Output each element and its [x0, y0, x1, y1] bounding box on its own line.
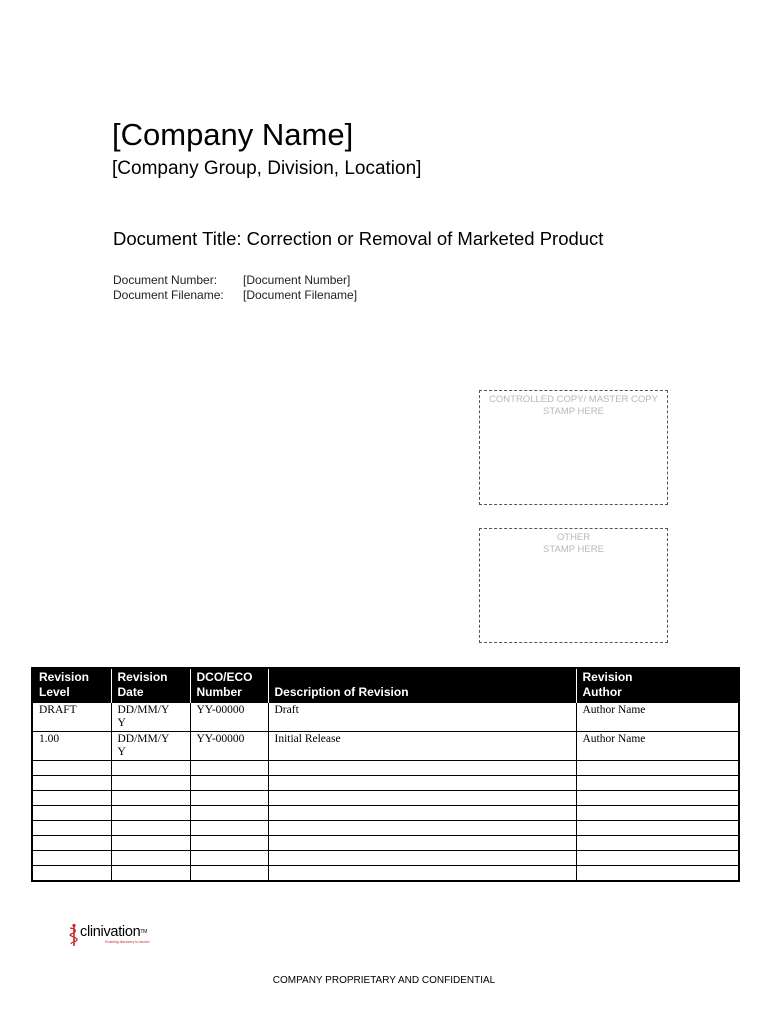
cell-level: 1.00	[32, 732, 111, 761]
logo-tagline: Enabling discovery to launch	[105, 940, 150, 944]
caduceus-icon	[68, 923, 80, 947]
revision-history-table	[31, 667, 740, 882]
cell-number: YY-00000	[190, 732, 268, 761]
cell-date: DD/MM/Y Y	[111, 703, 190, 732]
controlled-stamp-caption: CONTROLLED COPY/ MASTER COPY	[489, 394, 658, 405]
header-revision-author: Revision Author	[576, 668, 739, 703]
company-name: [Company Name]	[112, 117, 354, 152]
table-row-empty	[32, 821, 739, 836]
cell-author: Author Name	[576, 703, 739, 732]
cell-date: DD/MM/Y Y	[111, 732, 190, 761]
table-row-empty	[32, 851, 739, 866]
table-row-empty	[32, 866, 739, 881]
table-header-row	[32, 668, 739, 703]
clinivation-logo	[68, 923, 178, 951]
cell-author: Author Name	[576, 732, 739, 761]
document-number-value: [Document Number]	[243, 273, 351, 287]
header-revision-date: Revision Date	[111, 668, 190, 703]
document-filename-label: Document Filename:	[113, 288, 224, 302]
table-row	[32, 703, 739, 732]
table-row-empty	[32, 776, 739, 791]
table-row	[32, 732, 739, 761]
table-row-empty	[32, 761, 739, 776]
cell-description: Initial Release	[268, 732, 576, 761]
document-number-row	[113, 273, 350, 288]
header-description: Description of Revision	[268, 668, 576, 703]
cell-level: DRAFT	[32, 703, 111, 732]
other-stamp-caption-2: STAMP HERE	[543, 544, 604, 555]
company-group-division-location: [Company Group, Division, Location]	[112, 158, 422, 179]
document-title: Document Title: Correction or Removal of Marketed Product	[113, 228, 604, 249]
cell-description: Draft	[268, 703, 576, 732]
other-stamp-caption: OTHER	[556, 532, 591, 543]
header-revision-level: Revision Level	[32, 668, 111, 703]
controlled-copy-stamp-box	[479, 390, 668, 505]
logo-wordmark: clinivation™	[80, 924, 147, 940]
document-filename-value: [Document Filename]	[243, 288, 358, 302]
header-dco-eco-number: DCO/ECO Number	[190, 668, 268, 703]
controlled-stamp-caption-2: STAMP HERE	[543, 406, 604, 417]
table-row-empty	[32, 806, 739, 821]
other-stamp-box	[479, 528, 668, 643]
cell-number: YY-00000	[190, 703, 268, 732]
table-row-empty	[32, 791, 739, 806]
confidentiality-footer: COMPANY PROPRIETARY AND CONFIDENTIAL	[272, 975, 496, 986]
document-number-label: Document Number:	[113, 273, 218, 287]
document-filename-row	[113, 288, 357, 303]
table-row-empty	[32, 836, 739, 851]
